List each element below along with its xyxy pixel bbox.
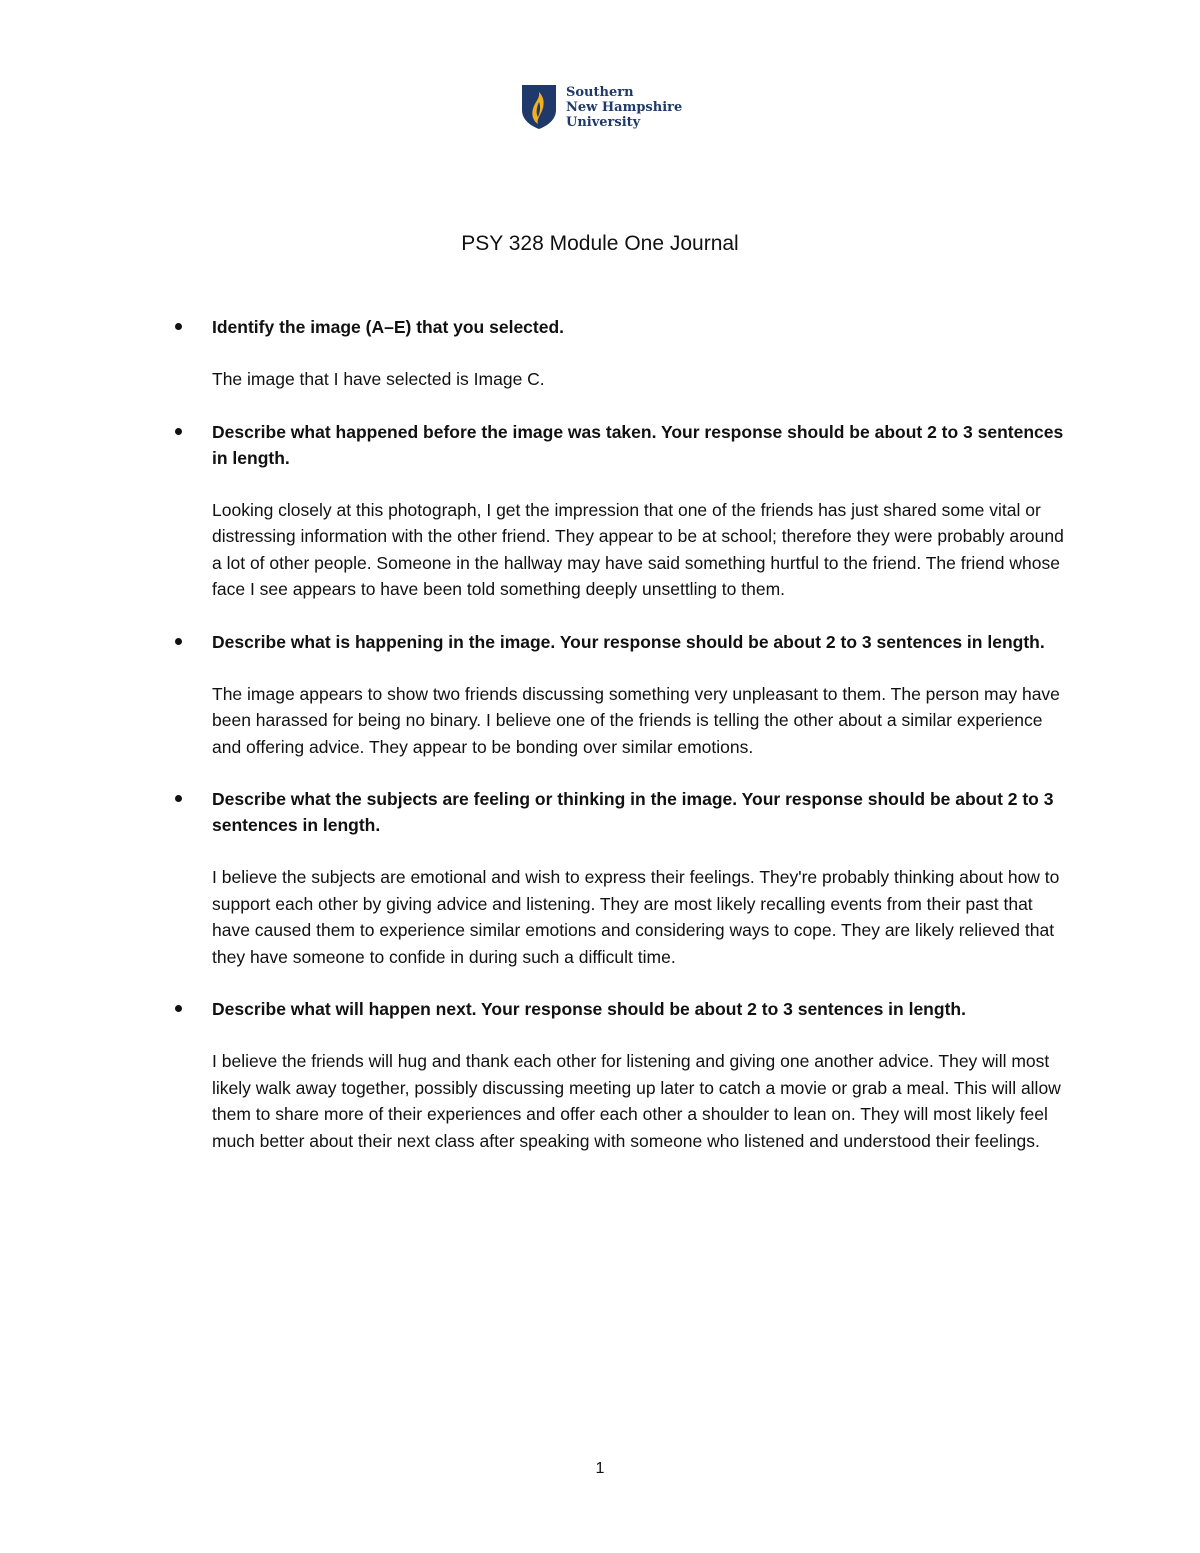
logo-line-1: Southern bbox=[566, 85, 634, 100]
question-text: Describe what is happening in the image. Your response should be about 2 to 3 sentences in length. bbox=[212, 631, 1045, 652]
question-text: Describe what will happen next. Your response should be about 2 to 3 sentences in length. bbox=[212, 999, 966, 1019]
list-item bbox=[212, 996, 1072, 1154]
list-item bbox=[212, 629, 1072, 761]
bullet-icon bbox=[175, 323, 182, 330]
university-logo bbox=[521, 84, 682, 134]
answer-text: Looking closely at this photograph, I get the impression that one of the friends has just shared some vital or distressing information with the other friend. They appear to be at school; therefore they were probably around a lot of other people. Someone in the hallway may have said something hurtful to the friend. The friend whose face I see appears to have been told something deeply unsettling to them. bbox=[212, 499, 1064, 599]
list-item bbox=[212, 786, 1072, 970]
answer-text: I believe the friends will hug and thank each other for listening and giving one another advice. They will most likely walk away together, possibly discussing meeting up later to catch a movie or grab a meal. This will allow them to share more of their experiences and offer each other a shoulder to lean on. They will most likely feel much better about their next class after speaking with someone who listened and understood their feelings. bbox=[212, 1051, 1061, 1151]
logo-line-2: New Hampshire bbox=[566, 100, 683, 115]
bullet-icon bbox=[175, 428, 182, 435]
page-number: 1 bbox=[595, 1460, 605, 1477]
shield-flame-icon bbox=[521, 84, 557, 130]
list-item bbox=[212, 314, 1072, 393]
question-text: Identify the image (A–E) that you selected. bbox=[212, 317, 565, 337]
answer-text: The image appears to show two friends discussing something very unpleasant to them. The person may have been harassed for being no binary. I believe one of the friends is telling the other about a similar experience and offering advice. They appear to be bonding over similar emotions. bbox=[212, 683, 1060, 757]
question-text: Describe what the subjects are feeling or thinking in the image. Your response should be about 2 to 3 sentences in length. bbox=[212, 789, 1054, 835]
journal-content bbox=[212, 314, 1072, 1180]
bullet-icon bbox=[175, 638, 182, 645]
list-item bbox=[212, 419, 1072, 603]
bullet-icon bbox=[175, 795, 182, 802]
logo-wordmark bbox=[566, 85, 682, 130]
bullet-icon bbox=[175, 1005, 182, 1012]
question-text: Describe what happened before the image was taken. Your response should be about 2 to 3 sentences in length. bbox=[212, 421, 1064, 468]
answer-text: The image that I have selected is Image C. bbox=[212, 369, 545, 389]
page-title: PSY 328 Module One Journal bbox=[461, 232, 739, 255]
answer-text: I believe the subjects are emotional and wish to express their feelings. They're probably thinking about how to support each other by giving advice and listening. They are most likely recalling events from their past that have caused them to experience similar emotions and considering ways to cope. They are likely relieved that they have someone to confide in during such a difficult time. bbox=[212, 867, 1060, 967]
logo-line-3: University bbox=[566, 115, 641, 130]
